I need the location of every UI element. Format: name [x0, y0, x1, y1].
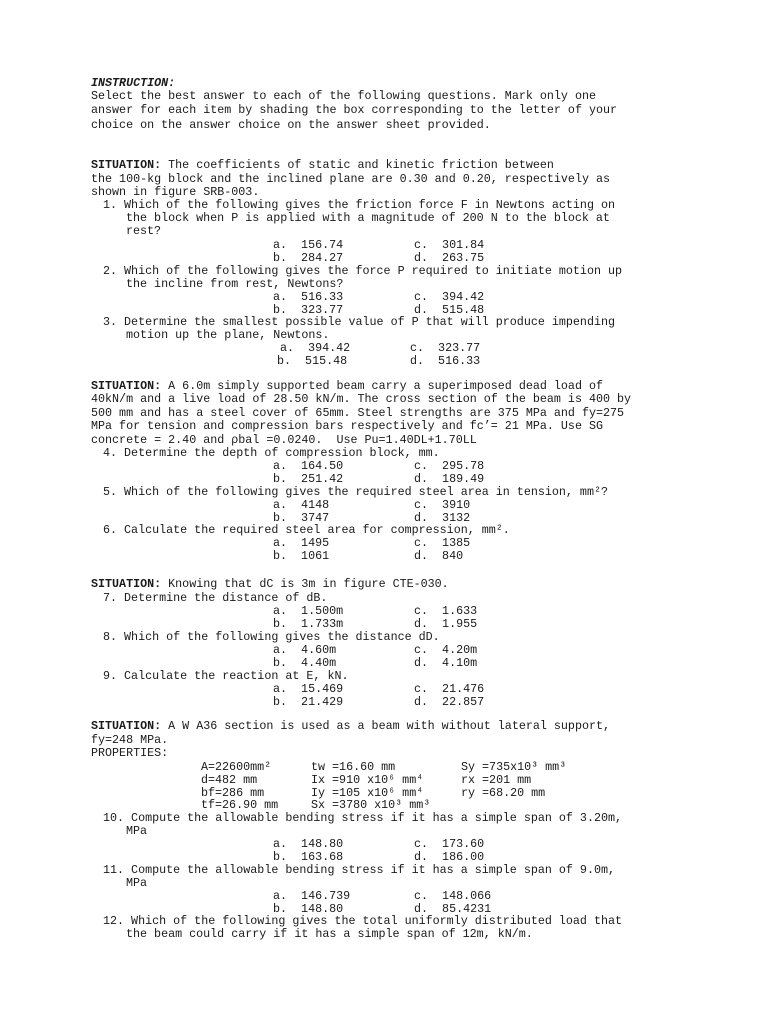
situation-text: 40kN/m and a live load of 28.50 kN/m. The cross section of the beam is 400 by — [91, 392, 632, 406]
choice-a: a. 4148 — [273, 498, 330, 512]
choice-a: a. 146.739 — [273, 889, 351, 903]
choice-c: c. 21.476 — [414, 682, 485, 696]
choice-a: a. 148.80 — [273, 837, 344, 851]
property-value: tw =16.60 mm — [311, 760, 396, 774]
property-value: Sx =3780 x10³ mm³ — [311, 798, 431, 812]
question-text: the beam could carry if it has a simple span of 12m, kN/m. — [126, 927, 533, 941]
choice-b: b. 323.77 — [273, 303, 344, 317]
situation-label: SITUATION: — [91, 158, 162, 172]
instruction-heading: INSTRUCTION: — [91, 76, 176, 90]
question-8: 8. Which of the following gives the distance dD. — [103, 630, 440, 644]
choice-c: c. 1.633 — [414, 604, 478, 618]
choice-a: a. 394.42 — [280, 341, 351, 355]
choice-a: a. 1495 — [273, 536, 330, 550]
question-text: the block when P is applied with a magnitude of 200 N to the block at — [126, 211, 610, 225]
property-value: A=22600mm² — [201, 760, 272, 774]
property-value: bf=286 mm — [201, 786, 265, 800]
choice-d: d. 3132 — [414, 511, 471, 525]
question-text: MPa — [126, 876, 148, 890]
choice-b: b. 1061 — [273, 549, 330, 563]
choice-c: c. 394.42 — [414, 290, 485, 304]
situation-text: Knowing that dC is 3m in figure CTE-030. — [161, 577, 449, 591]
choice-a: a. 4.60m — [273, 643, 337, 657]
choice-b: b. 163.68 — [273, 850, 344, 864]
choice-d: d. 840 — [414, 549, 464, 563]
instruction-line: choice on the answer choice on the answer sheet provided. — [91, 118, 491, 132]
choice-c: c. 148.066 — [414, 889, 492, 903]
question-11: 11. Compute the allowable bending stress if it has a simple span of 9.0m, — [103, 863, 616, 877]
situation-text: concrete = 2.40 and ρbal =0.0240. Use Pu=1.40DL+1.70LL — [91, 433, 477, 447]
choice-d: d. 22.857 — [414, 695, 485, 709]
choice-c: c. 1385 — [414, 536, 471, 550]
choice-c: c. 301.84 — [414, 238, 485, 252]
situation-text: MPa for tension and compression bars respectively and fc’= 21 MPa. Use SG — [91, 419, 603, 433]
question-text: MPa — [126, 824, 148, 838]
question-5: 5. Which of the following gives the required steel area in tension, mm²? — [103, 485, 608, 499]
question-7: 7. Determine the distance of dB. — [103, 591, 328, 605]
choice-a: a. 516.33 — [273, 290, 344, 304]
choice-b: b. 148.80 — [273, 902, 344, 916]
situation-text: The coefficients of static and kinetic friction between — [161, 158, 554, 172]
choice-c: c. 3910 — [414, 498, 471, 512]
situation-label: SITUATION: — [91, 719, 162, 733]
property-value: Ix =910 x10⁶ mm⁴ — [311, 773, 424, 787]
choice-b: b. 3747 — [273, 511, 330, 525]
choice-b: b. 284.27 — [273, 251, 344, 265]
choice-b: b. 515.48 — [277, 354, 348, 368]
choice-a: a. 1.500m — [273, 604, 344, 618]
question-text: rest? — [126, 224, 162, 238]
choice-d: d. 263.75 — [414, 251, 485, 265]
question-2: 2. Which of the following gives the force P required to initiate motion up — [103, 264, 623, 278]
choice-a: a. 164.50 — [273, 459, 344, 473]
question-9: 9. Calculate the reaction at E, kN. — [103, 669, 349, 683]
choice-c: c. 295.78 — [414, 459, 485, 473]
question-text: motion up the plane, Newtons. — [126, 328, 330, 342]
choice-d: d. 189.49 — [414, 472, 485, 486]
choice-d: d. 186.00 — [414, 850, 485, 864]
choice-a: a. 156.74 — [273, 238, 344, 252]
property-value: d=482 mm — [201, 773, 258, 787]
situation-text: fy=248 MPa. — [91, 733, 169, 747]
situation-text: 500 mm and has a steel cover of 65mm. Steel strengths are 375 MPa and fy=275 — [91, 406, 625, 420]
situation-4-intro — [91, 720, 610, 733]
question-1: 1. Which of the following gives the friction force F in Newtons acting on — [103, 198, 616, 212]
properties-heading: PROPERTIES: — [91, 746, 169, 760]
choice-c: c. 4.20m — [414, 643, 478, 657]
choice-b: b. 1.733m — [273, 617, 344, 631]
situation-text: A 6.0m simply supported beam carry a superimposed dead load of — [161, 379, 604, 393]
situation-3-intro — [91, 578, 449, 591]
question-text: the incline from rest, Newtons? — [126, 277, 344, 291]
choice-a: a. 15.469 — [273, 682, 344, 696]
choice-d: d. 85.4231 — [414, 902, 492, 916]
choice-b: b. 251.42 — [273, 472, 344, 486]
property-value: Sy =735x10³ mm³ — [461, 760, 567, 774]
question-12: 12. Which of the following gives the total uniformly distributed load that — [103, 914, 623, 928]
property-value: rx =201 mm — [461, 773, 532, 787]
situation-text: the 100-kg block and the inclined plane are 0.30 and 0.20, respectively as — [91, 172, 611, 186]
choice-d: d. 516.33 — [410, 354, 481, 368]
property-value: Iy =105 x10⁶ mm⁴ — [311, 786, 424, 800]
question-3: 3. Determine the smallest possible value of P that will produce impending — [103, 315, 616, 329]
choice-c: c. 173.60 — [414, 837, 485, 851]
choice-d: d. 1.955 — [414, 617, 478, 631]
choice-b: b. 21.429 — [273, 695, 344, 709]
property-value: ry =68.20 mm — [461, 786, 546, 800]
choice-d: d. 515.48 — [414, 303, 485, 317]
instruction-line: answer for each item by shading the box corresponding to the letter of your — [91, 103, 618, 117]
choice-d: d. 4.10m — [414, 656, 478, 670]
choice-b: b. 4.40m — [273, 656, 337, 670]
situation-label: SITUATION: — [91, 577, 162, 591]
situation-label: SITUATION: — [91, 379, 162, 393]
situation-text: shown in figure SRB-003. — [91, 185, 260, 199]
question-10: 10. Compute the allowable bending stress if it has a simple span of 3.20m, — [103, 811, 623, 825]
instruction-line: Select the best answer to each of the following questions. Mark only one — [91, 89, 596, 103]
situation-text: A W A36 section is used as a beam with without lateral support, — [161, 719, 611, 733]
situation-1-intro — [91, 159, 554, 172]
question-4: 4. Determine the depth of compression block, mm. — [103, 446, 440, 460]
choice-c: c. 323.77 — [410, 341, 481, 355]
property-value: tf=26.90 mm — [201, 798, 279, 812]
question-6: 6. Calculate the required steel area for compression, mm². — [103, 523, 510, 537]
